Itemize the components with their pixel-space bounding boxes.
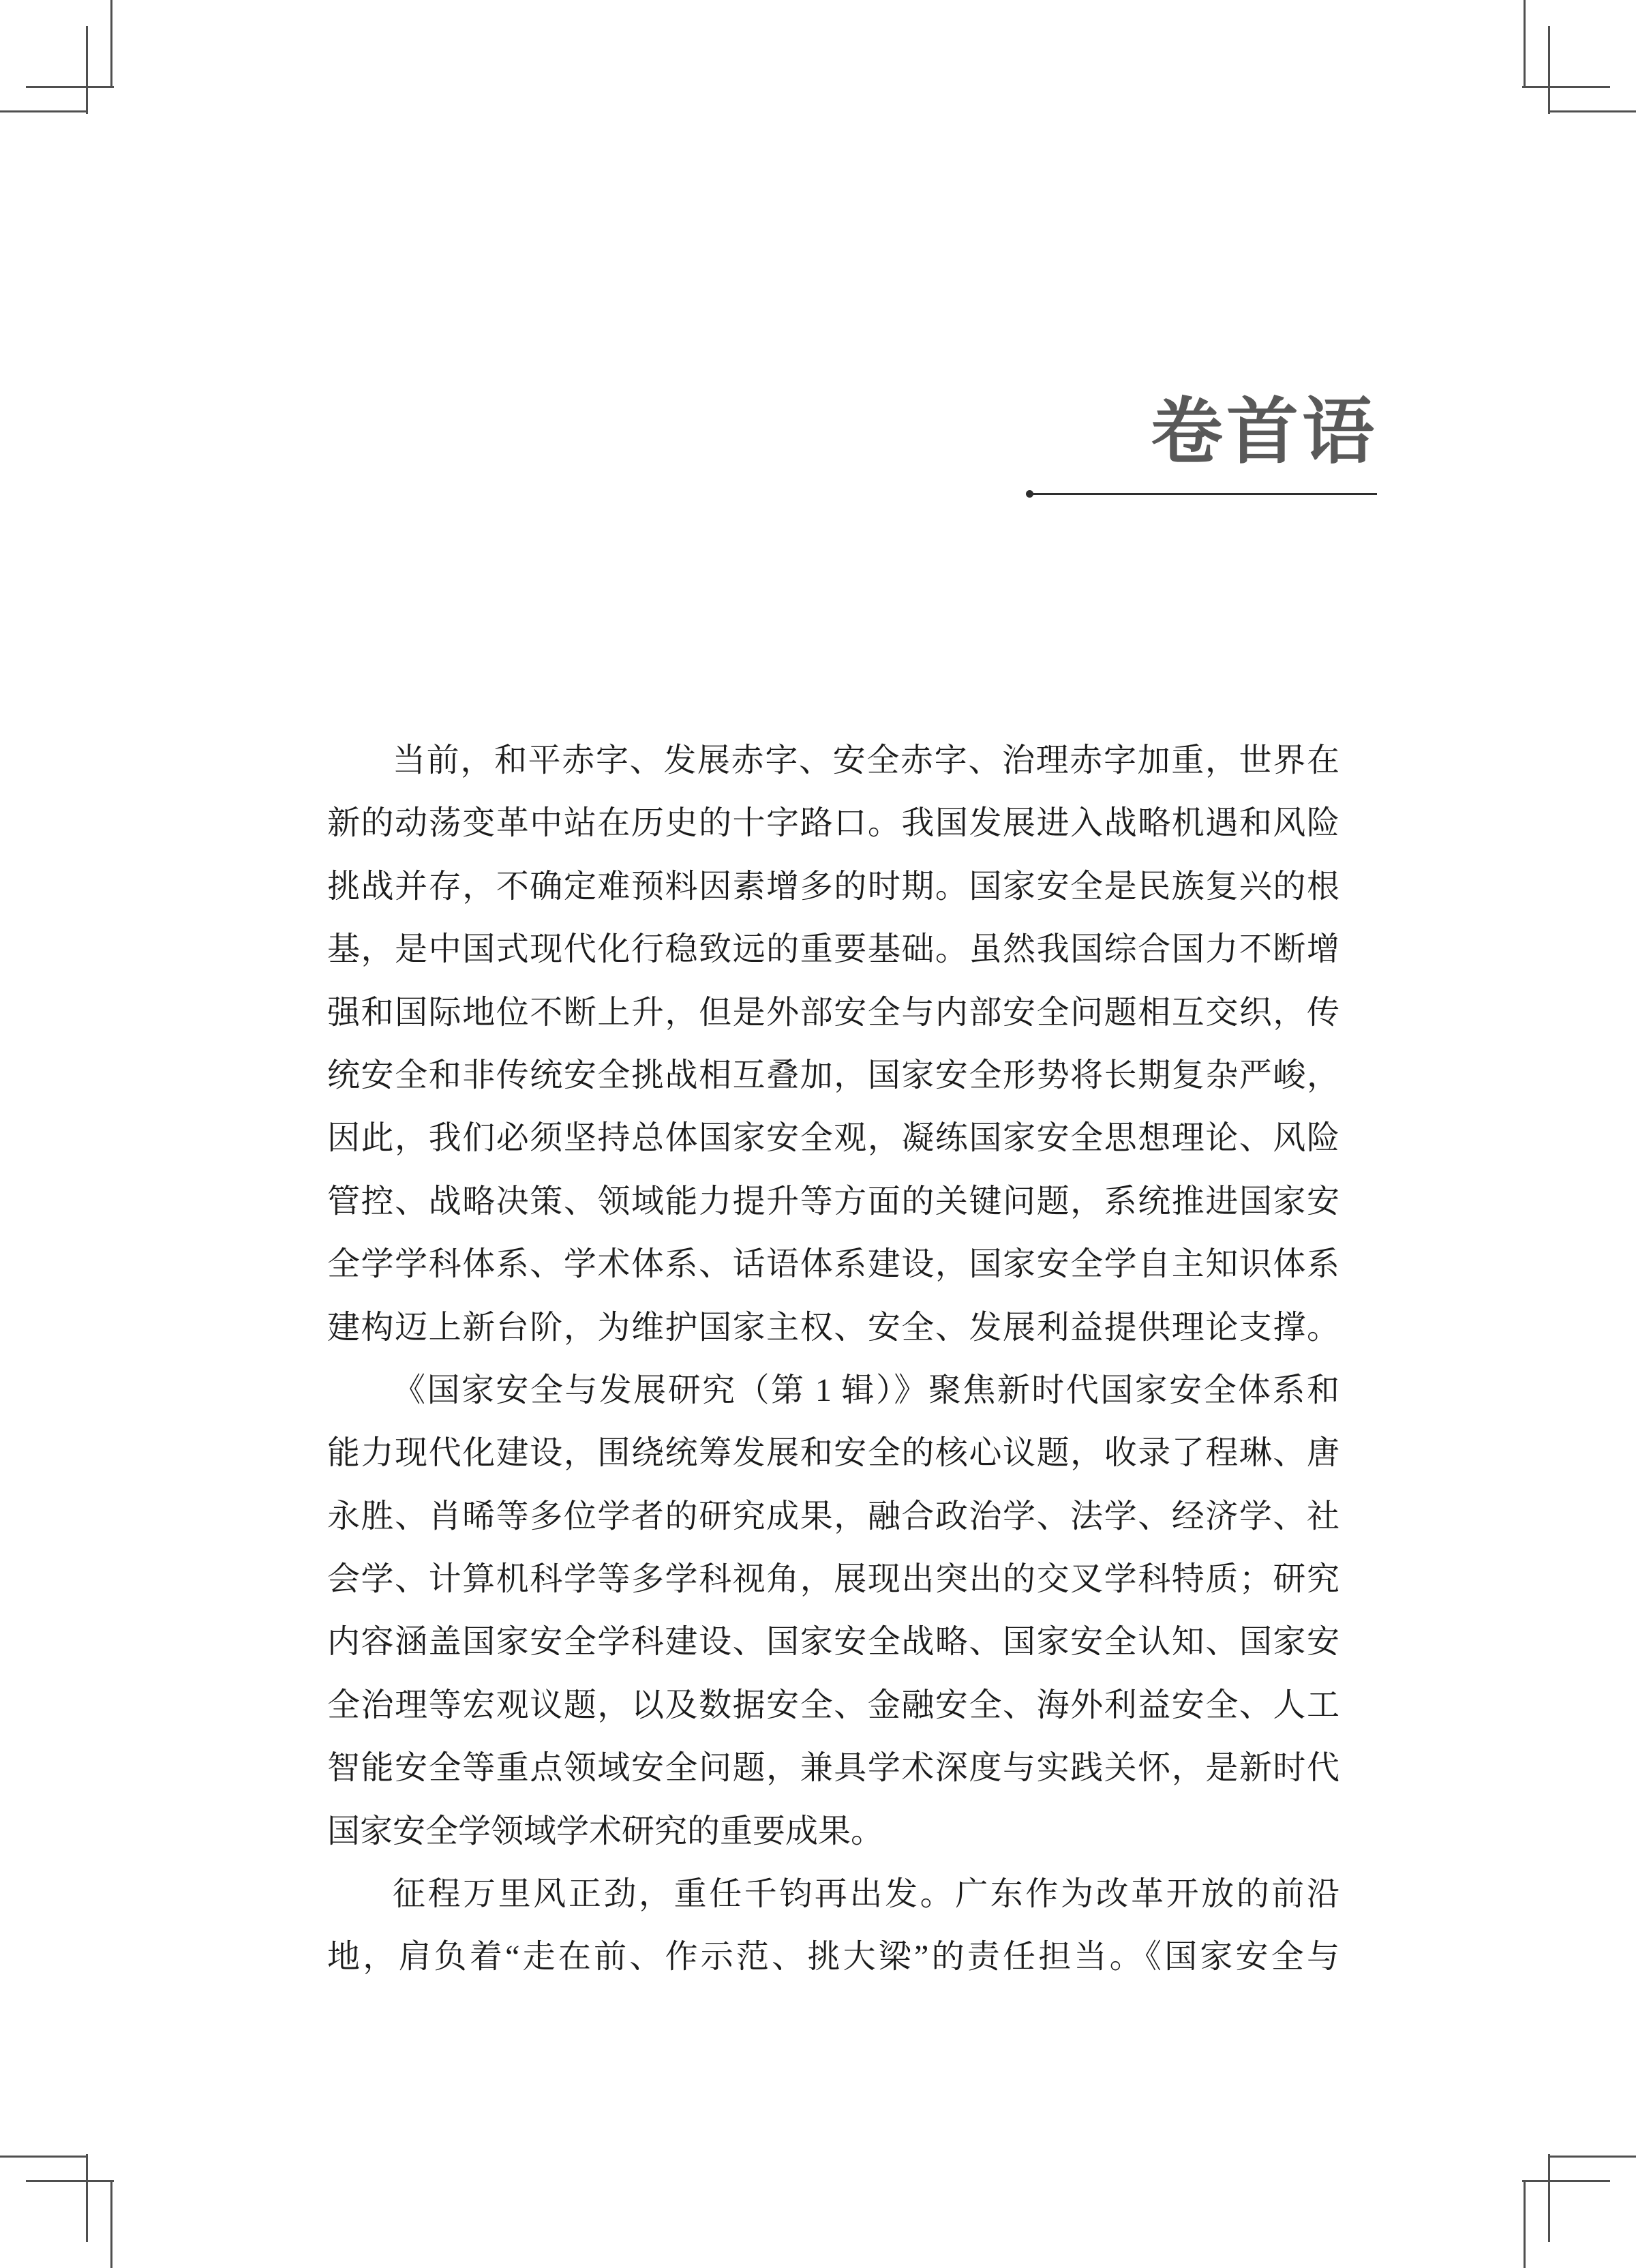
text-line: 《国家安全与发展研究（第 1 辑）》聚焦新时代国家安全体系和: [393, 1372, 1339, 1408]
crop-mark-top-left: [0, 0, 116, 116]
text-line: 永胜、肖晞等多位学者的研究成果，融合政治学、法学、经济学、社: [327, 1498, 1339, 1534]
text-line: 地，肩负着“走在前、作示范、挑大梁”的责任担当。《国家安全与: [327, 1939, 1339, 1976]
text-line: 内容涵盖国家安全学科建设、国家安全战略、国家安全认知、国家安: [327, 1624, 1339, 1661]
text-line: 征程万里风正劲，重任千钧再出发。广东作为改革开放的前沿: [393, 1876, 1339, 1913]
text-line: 新的动荡变革中站在历史的十字路口。我国发展进入战略机遇和风险: [327, 805, 1339, 842]
text-line: 基，是中国式现代化行稳致远的重要基础。虽然我国综合国力不断增: [327, 931, 1339, 968]
text-line: 因此，我们必须坚持总体国家安全观，凝练国家安全思想理论、风险: [327, 1120, 1339, 1157]
text-line: 智能安全等重点领域安全问题，兼具学术深度与实践关怀，是新时代: [327, 1750, 1339, 1787]
rule-dot: [1026, 490, 1033, 498]
text-line: 统安全和非传统安全挑战相互叠加，国家安全形势将长期复杂严峻，: [327, 1057, 1339, 1093]
text-line: 国家安全学领域学术研究的重要成果。: [327, 1813, 884, 1849]
text-line: 能力现代化建设，围绕统筹发展和安全的核心议题，收录了程琳、唐: [327, 1435, 1339, 1472]
text-line: 全学学科体系、学术体系、话语体系建设，国家安全学自主知识体系: [327, 1246, 1339, 1283]
crop-mark-bottom-right: [1520, 2152, 1636, 2268]
text-line: 挑战并存，不确定难预料因素增多的时期。国家安全是民族复兴的根: [327, 868, 1339, 905]
body-text: [327, 729, 1339, 1989]
crop-mark-bottom-left: [0, 2152, 116, 2268]
text-line: 管控、战略决策、领域能力提升等方面的关键问题，系统推进国家安: [327, 1183, 1339, 1220]
text-line: 会学、计算机科学等多学科视角，展现出突出的交叉学科特质；研究: [327, 1561, 1339, 1598]
text-line: 强和国际地位不断上升，但是外部安全与内部安全问题相互交织，传: [327, 994, 1339, 1031]
text-line: 全治理等宏观议题，以及数据安全、金融安全、海外利益安全、人工: [327, 1687, 1339, 1723]
crop-mark-top-right: [1520, 0, 1636, 116]
title-rule: [1029, 493, 1377, 495]
text-line: 建构迈上新台阶，为维护国家主权、安全、发展利益提供理论支撑。: [327, 1309, 1339, 1346]
text-line: 当前，和平赤字、发展赤字、安全赤字、治理赤字加重，世界在: [393, 742, 1339, 778]
page-title: 卷首语: [1151, 392, 1378, 472]
